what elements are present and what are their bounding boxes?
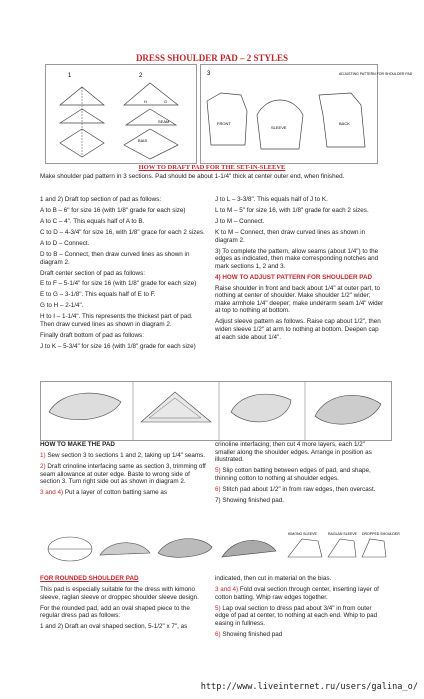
adjust-heading: 4) HOW TO ADJUST PATTERN FOR SHOULDER PAD [215,273,373,281]
para: This pad is especially suitable for the dress with kimono sleeve, raglan sleeve or droppec shoulder sleeve design. [40,585,199,601]
para: K to M – Connect, then draw curved lines as shown in diagram 2. [215,228,366,244]
para: G to H – 2-1/4". [40,302,84,310]
make-figures [40,381,392,441]
para: Finally draft bottom of pad as follows: [40,332,144,340]
svg-text:SEAM: SEAM [158,119,170,124]
para: For the rounded pad, add an oval shaped piece to the regular dress pad as follows: [40,604,190,620]
para: Raise shoulder in front and back about 1/4" at outer part, to nothing at center of shoulder. Make shoulder 1/2" wider; make armhole 1/4" deeper; make underarm seam 1/4" wider at top to nothing at bottom. [215,284,384,315]
para: 2) Draft crinoline interfacing same as section 3, trimming off seam allowance at outer edge. Baste to wrong side of section 3. Turn right side out as shown in diagram 2. [40,462,206,486]
para: E to G – 3-1/8". This equals half of E to F. [40,291,156,299]
rounded-right [215,575,385,642]
page-title: DRESS SHOULDER PAD – 2 STYLES [135,53,289,63]
para: 5) Lap oval section to dress pad about 3/4" in from outer edge of pad at center, to nothing at each end. Whip to pad easing in fullness. [215,604,378,627]
right-column [215,196,385,345]
para: H to I – 1-1/4". This represents the thickest part of pad. Then draw curved lines as shown in diagram 2. [40,313,193,329]
svg-text:FRONT: FRONT [217,121,231,126]
section-subtitle: HOW TO DRAFT PAD FOR THE SET-IN-SLEEVE [138,164,286,171]
svg-text:3: 3 [207,71,211,77]
svg-text:2: 2 [139,73,143,79]
svg-text:H: H [144,99,147,104]
make-left [40,441,208,500]
para: Adjust sleeve pattern as follows. Raise cap about 1/2", then widen sleeve 1/2" at arm to nothing at bottom. Deepen cap at each side about 1/4". [215,318,381,341]
svg-text:BACK: BACK [339,121,350,126]
para: J to M – Connect. [215,217,265,225]
draft-figure [45,64,197,164]
para: indicated, then cut in material on the bias. [215,575,332,582]
make-right [215,441,385,508]
para: C to D – 4-3/4" for size 16, with 1/8" grace for each 2 sizes. [40,228,205,236]
para: 3 and 4) Fold oval section through center, inserting layer of cotton batting. Whip raw edges together. [215,585,379,601]
source-url: http://www.liveinternet.ru/users/galina_o/ [200,682,418,692]
para: 7) Showing finished pad. [215,496,284,504]
para: 5) Slip cotton batting between edges of pad, and shape, thinning cotton to nothing at shoulder edges. [215,467,371,482]
para: A to B – 6" for size 16 (with 1/8" grade for each size) [40,206,186,214]
para: 6) Stitch pad about 1/2" in from raw edges, then overcast. [215,485,376,493]
svg-text:BIAS: BIAS [138,138,148,143]
svg-text:DROPPED SHOULDER: DROPPED SHOULDER [362,532,400,536]
rounded-figures [40,527,400,571]
rounded-heading: FOR ROUNDED SHOULDER PAD [40,575,139,582]
intro-text: Make shoulder pad pattern in 3 sections. Pad should be about 1-1/4" thick at center outer end, when finished. [40,173,345,180]
para: 1 and 2) Draft an oval shaped section, 5-1/2" x 7", as [40,623,188,631]
svg-text:SLEEVE: SLEEVE [271,125,287,130]
para: A to C – 4". This equals half of A to B. [40,217,145,225]
para: A to D – Connect. [40,239,90,247]
para: L to M – 5" for size 16, with 1/8" grade for each 2 sizes. [215,206,369,214]
svg-text:ADJUSTING PATTERN FOR SHOULDER: ADJUSTING PATTERN FOR SHOULDER PAD [339,72,413,76]
para: J to L – 3-3/8". This equals half of J to K. [215,196,328,203]
svg-text:1: 1 [68,73,72,79]
svg-text:RAGLAN SLEEVE: RAGLAN SLEEVE [328,532,357,536]
para: D to B – Connect, then draw curved lines as shown in diagram 2. [40,250,190,266]
svg-text:KIMONO SLEEVE: KIMONO SLEEVE [288,532,317,536]
para: 3) To complete the pattern, allow seams (about 1/4") to the edges as indicated, then make corresponding notches and mark sections 1, 2 and 3. [215,247,379,270]
para: 6) Showing finished pad [215,630,283,638]
para: 1) Sew section 3 to sections 1 and 2, taking up 1/4" seams. [40,451,206,459]
para: E to F – 5-1/4" for size 16 (with 1/8" grade for each size) [40,280,197,288]
para: J to K – 5-3/4" for size 16 (with 1/8" grade for each size) [40,343,196,350]
rounded-left [40,575,208,634]
svg-text:G: G [164,99,168,104]
para: crinoline interfacing; then cut 4 more layers, each 1/2" smaller along the shoulder edges. Arrange in position as illustrated. [215,441,372,464]
left-column [40,196,208,354]
para: Draft center section of pad as follows: [40,269,145,277]
make-heading: HOW TO MAKE THE PAD [40,441,115,448]
adjust-figure [200,64,413,164]
para: 1 and 2) Draft top section of pad as follows: [40,196,162,203]
para: 3 and 4) Put a layer of cotton batting same as [40,489,168,497]
